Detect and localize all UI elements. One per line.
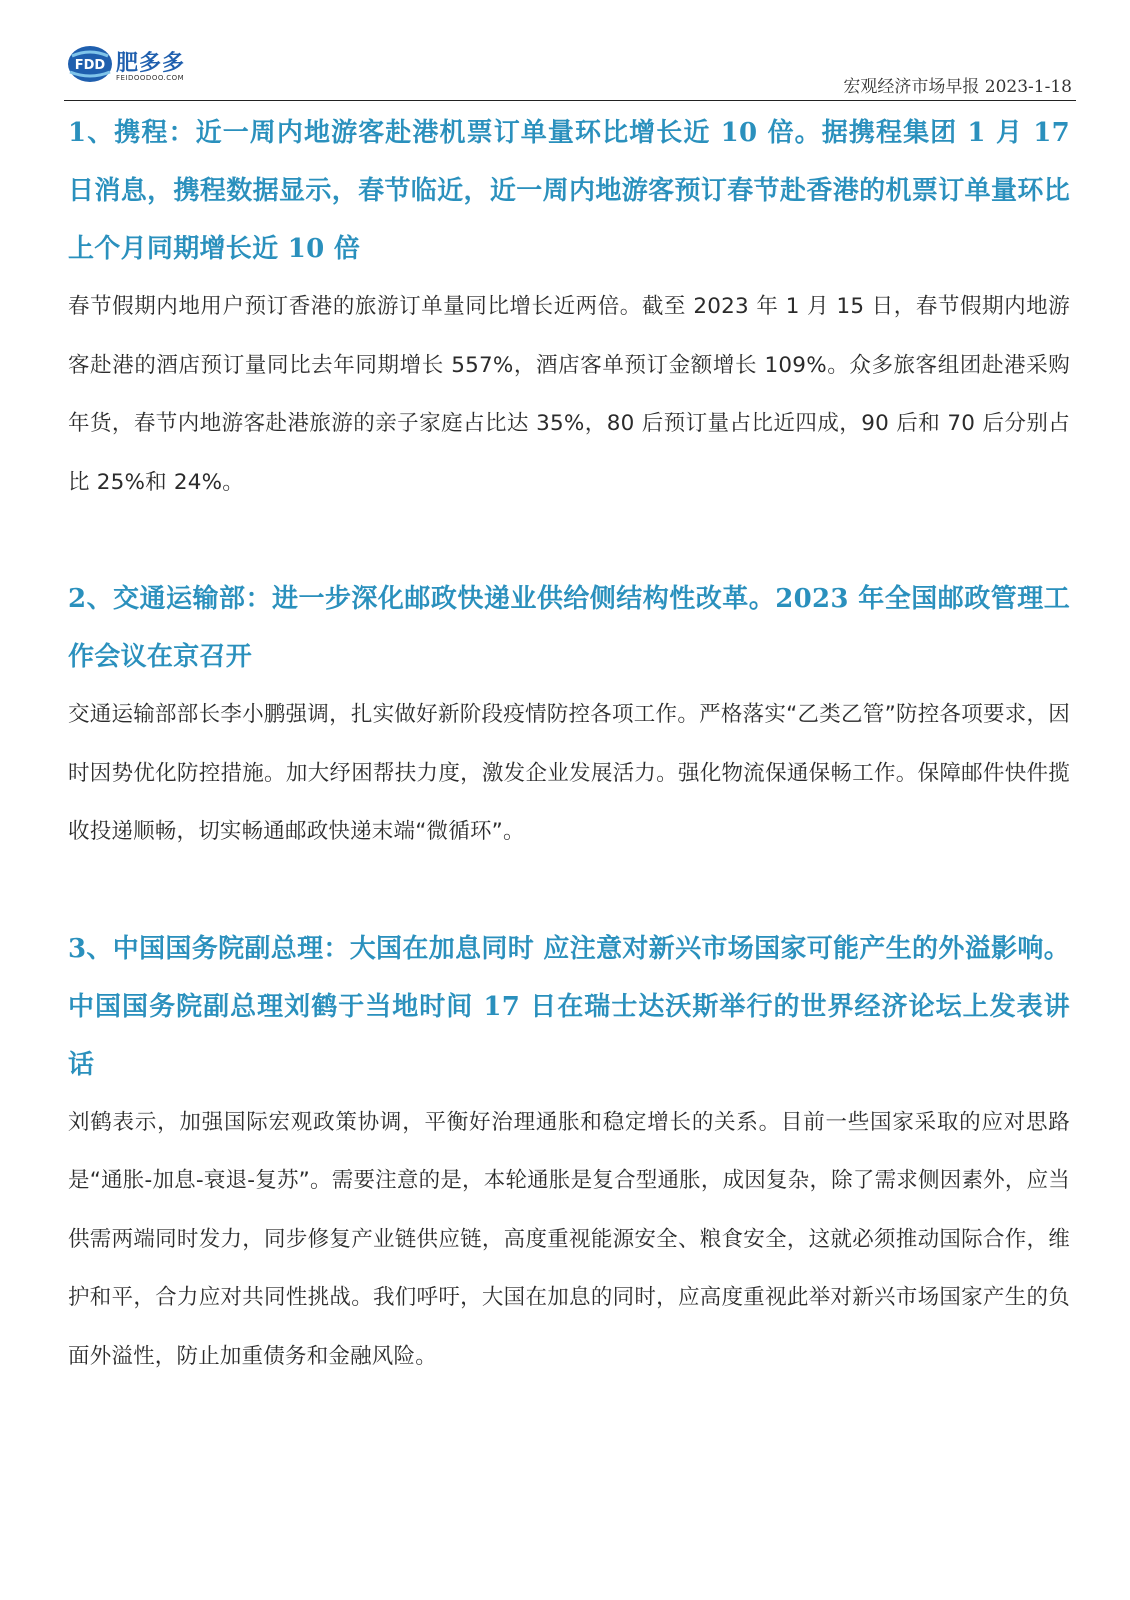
section-3-body: 刘鹤表示，加强国际宏观政策协调，平衡好治理通胀和稳定增长的关系。目前一些国家采取的应对思路是“通胀-加息-衰退-复苏”。需要注意的是，本轮通胀是复合型通胀，成因复杂，除了需求侧因素外，应当供需两端同时发力，同步修复产业链供应链，高度重视能源安全、粮食安全，这就必须推动国际合作，维护和平，合力应对共同性挑战。我们呼吁，大国在加息的同时，应高度重视此举对新兴市场国家产生的负面外溢性，防止加重债务和金融风险。 xyxy=(68,1109,1070,1369)
section-1-title: 1、携程：近一周内地游客赴港机票订单量环比增长近 10 倍。据携程集团 1 月 17 日消息，携程数据显示，春节临近，近一周内地游客预订春节赴香港的机票订单量环比上个月同期增长近 10 倍 xyxy=(68,118,1070,264)
news-section-3 xyxy=(68,920,1070,1387)
news-section-1 xyxy=(68,104,1070,512)
logo-badge-text: FDD xyxy=(74,58,106,73)
news-section-2 xyxy=(68,570,1070,862)
report-title: 宏观经济市场早报 2023-1-18 xyxy=(843,77,1072,97)
page-header xyxy=(64,38,1076,101)
section-2-title: 2、交通运输部：进一步深化邮政快递业供给侧结构性改革。2023 年全国邮政管理工作会议在京召开 xyxy=(68,584,1070,672)
document-body xyxy=(68,104,1070,1386)
logo xyxy=(66,42,196,92)
section-1-body: 春节假期内地用户预订香港的旅游订单量同比增长近两倍。截至 2023 年 1 月 15 日，春节假期内地游客赴港的酒店预订量同比去年同期增长 557%，酒店客单预订金额增长 109%。众多旅客组团赴港采购年货，春节内地游客赴港旅游的亲子家庭占比达 35%，80 后预订量占比近四成，90 后和 70 后分别占比 25%和 24%。 xyxy=(68,294,1070,495)
logo-name: 肥多多 xyxy=(116,51,186,76)
logo-globe-icon xyxy=(66,44,114,84)
logo-domain: FEIDOODOO.COM xyxy=(116,74,185,82)
section-3-title: 3、中国国务院副总理：大国在加息同时 应注意对新兴市场国家可能产生的外溢影响。中国国务院副总理刘鹤于当地时间 17 日在瑞士达沃斯举行的世界经济论坛上发表讲话 xyxy=(68,933,1070,1080)
section-2-body: 交通运输部部长李小鹏强调，扎实做好新阶段疫情防控各项工作。严格落实“乙类乙管”防控各项要求，因时因势优化防控措施。加大纾困帮扶力度，激发企业发展活力。强化物流保通保畅工作。保障邮件快件揽收投递顺畅，切实畅通邮政快递末端“微循环”。 xyxy=(68,702,1070,844)
